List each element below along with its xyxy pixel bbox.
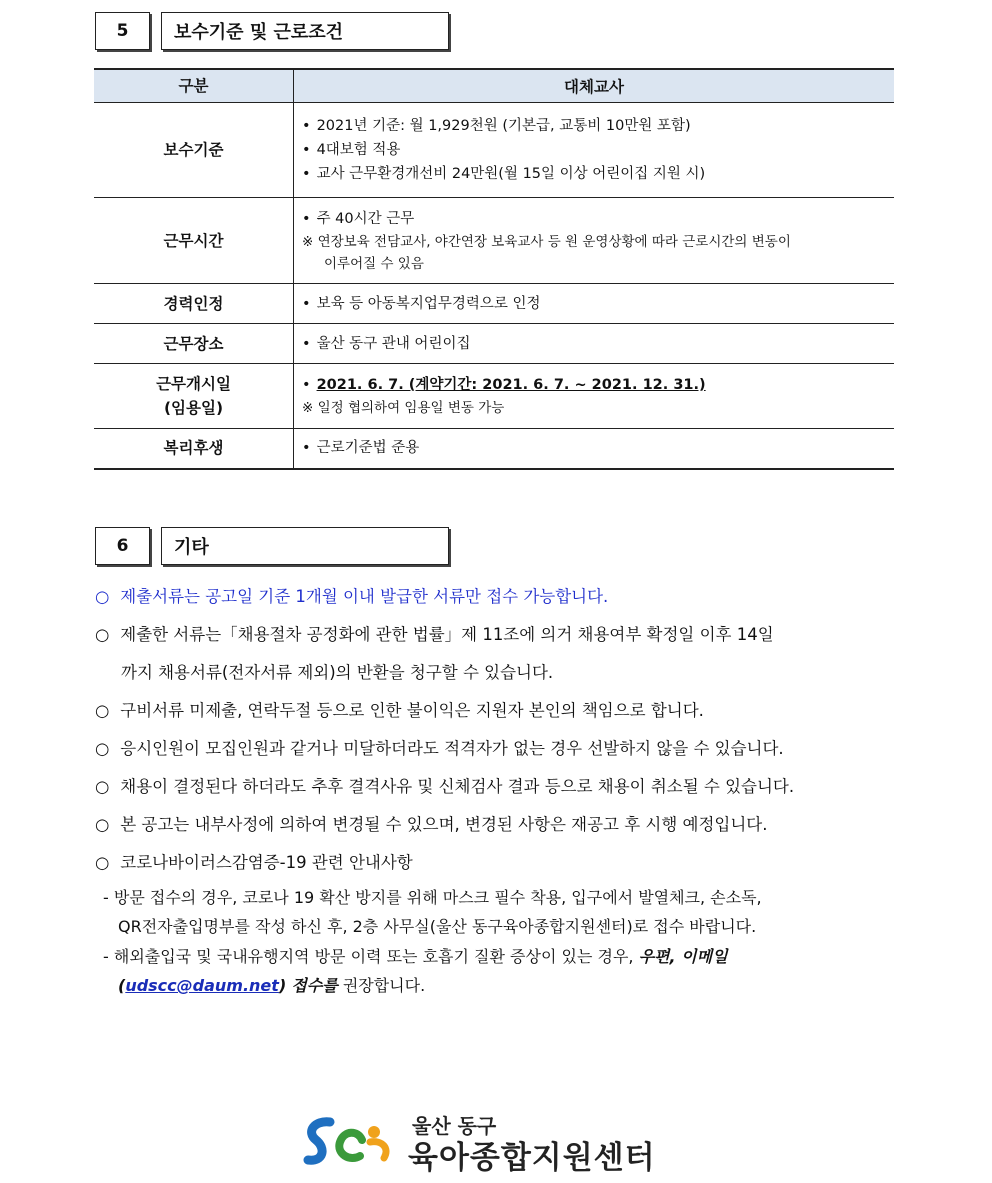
circle-bullet-icon: ○	[95, 777, 110, 796]
hours-line: • 주 40시간 근무	[302, 207, 886, 231]
logo-mark-icon	[300, 1110, 400, 1170]
table-row-hours	[94, 198, 894, 284]
list-item	[95, 697, 704, 721]
row-content-pay	[294, 103, 895, 198]
table-row-place	[94, 324, 894, 364]
circle-bullet-icon: ○	[95, 701, 110, 720]
hours-note-cont: 이루어질 수 있음	[324, 255, 424, 272]
list-item	[95, 735, 784, 759]
item-text: 제출서류는 공고일 기준 1개월 이내 발급한 서류만 접수 가능합니다.	[120, 587, 609, 606]
start-label-2: (임용일)	[163, 399, 224, 417]
section-5-number: 5	[95, 12, 150, 50]
header-substitute-teacher: 대체교사	[294, 69, 895, 103]
circle-bullet-icon: ○	[95, 625, 110, 644]
list-item	[95, 583, 608, 607]
covid-note-1-cont: QR전자출입명부를 작성 하신 후, 2층 사무실(울산 동구육아종합지원센터)로 접수 바랍니다.	[118, 917, 757, 936]
covid-note-2-emphasis: 우편, 이메일	[638, 947, 728, 966]
row-label-hours: 근무시간	[94, 198, 294, 284]
item-text: 응시인원이 모집인원과 같거나 미달하더라도 적격자가 없는 경우 선발하지 않을 수 있습니다.	[120, 739, 784, 758]
logo-center-name: 육아종합지원센터	[408, 1140, 656, 1176]
start-note: ※ 일정 협의하여 임용일 변동 가능	[302, 400, 505, 416]
pay-line: • 2021년 기준: 월 1,929천원 (기본급, 교통비 10만원 포함)	[302, 114, 886, 138]
item-text: 본 공고는 내부사정에 의하여 변경될 수 있으며, 변경된 사항은 재공고 후 시행 예정입니다.	[120, 815, 768, 834]
pay-line: • 교사 근무환경개선비 24만원(월 15일 이상 어린이집 지원 시)	[302, 162, 886, 186]
section-6-title: 기타	[161, 527, 449, 565]
circle-bullet-icon: ○	[95, 815, 110, 834]
list-item	[95, 773, 794, 797]
covid-note-2-end: 권장합니다.	[342, 976, 426, 995]
table-row-pay	[94, 103, 894, 198]
logo-region-text: 울산 동구	[412, 1114, 497, 1138]
covid-note-2-emphasis-2: 접수를	[291, 976, 338, 995]
section-5-title: 보수기준 및 근로조건	[161, 12, 449, 50]
table-row-career	[94, 284, 894, 324]
paren-close: )	[278, 976, 287, 995]
table-header-row	[94, 69, 894, 103]
circle-bullet-icon: ○	[95, 739, 110, 758]
row-label-pay: 보수기준	[94, 103, 294, 198]
row-content-place	[294, 324, 895, 364]
paren-open: (	[118, 976, 126, 995]
conditions-table	[94, 68, 894, 470]
start-date: 2021. 6. 7. (계약기간: 2021. 6. 7. ~ 2021. 12. 31.)	[316, 377, 706, 393]
table-row-welfare	[94, 429, 894, 469]
row-content-welfare	[294, 429, 895, 469]
start-label-1: 근무개시일	[156, 375, 231, 393]
covid-note-2	[103, 944, 728, 967]
hours-note: ※ 연장보육 전담교사, 야간연장 보육교사 등 원 운영상황에 따라 근로시간의 변동이	[302, 233, 791, 250]
row-content-hours	[294, 198, 895, 284]
row-label-start	[94, 364, 294, 429]
covid-note-1: - 방문 접수의 경우, 코로나 19 확산 방지를 위해 마스크 필수 착용, 입구에서 발열체크, 손소독,	[103, 888, 762, 907]
item-text: 구비서류 미제출, 연락두절 등으로 인한 불이익은 지원자 본인의 책임으로 합니다.	[120, 701, 704, 720]
item-text: 코로나바이러스감염증-19 관련 안내사항	[120, 853, 413, 872]
covid-note-2-cont	[118, 973, 425, 996]
place-line: • 울산 동구 관내 어린이집	[302, 332, 886, 356]
list-item	[95, 849, 413, 873]
item-text: 채용이 결정된다 하더라도 추후 결격사유 및 신체검사 결과 등으로 채용이 취소될 수 있습니다.	[120, 777, 795, 796]
row-content-career	[294, 284, 895, 324]
list-item-continuation: 까지 채용서류(전자서류 제외)의 반환을 청구할 수 있습니다.	[121, 663, 554, 682]
header-category: 구분	[94, 69, 294, 103]
row-content-start	[294, 364, 895, 429]
career-line: • 보육 등 아동복지업무경력으로 인정	[302, 292, 886, 316]
circle-bullet-icon: ○	[95, 587, 110, 606]
item-text: 제출한 서류는「채용절차 공정화에 관한 법률」제 11조에 의거 채용여부 확정일 이후 14일	[120, 625, 774, 644]
welfare-line: • 근로기준법 준용	[302, 436, 886, 460]
row-label-welfare: 복리후생	[94, 429, 294, 469]
table-row-start	[94, 364, 894, 429]
list-item	[95, 811, 767, 835]
row-label-place: 근무장소	[94, 324, 294, 364]
circle-bullet-icon: ○	[95, 853, 110, 872]
section-6-number: 6	[95, 527, 150, 565]
covid-note-2-text: - 해외출입국 및 국내유행지역 방문 이력 또는 호흡기 질환 증상이 있는 경우,	[103, 947, 634, 966]
list-item	[95, 621, 774, 645]
center-logo	[300, 1110, 660, 1176]
row-label-career: 경력인정	[94, 284, 294, 324]
pay-line: • 4대보험 적용	[302, 138, 886, 162]
start-line	[302, 373, 886, 397]
email-link[interactable]: udscc@daum.net	[125, 976, 279, 995]
